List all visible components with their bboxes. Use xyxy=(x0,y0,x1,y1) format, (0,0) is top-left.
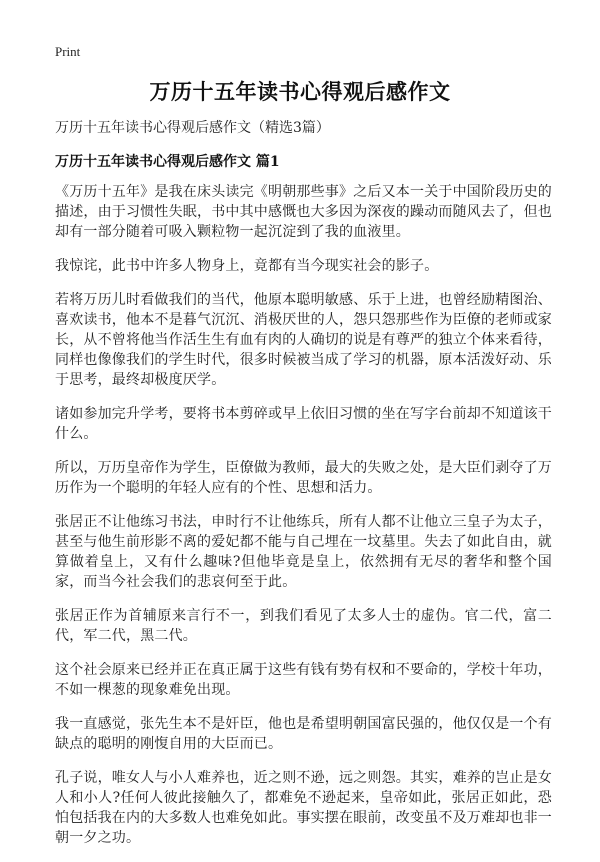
paragraph: 这个社会原来已经并正在真正属于这些有钱有势有权和不要命的，学校十年功，不如一棵葱的现象难免出现。 xyxy=(55,662,552,698)
paragraph: 孔子说，唯女人与小人难养也，近之则不逊，远之则怨。其实，难养的岂止是女人和小人?任何人彼此接触久了，都难免不逊起来，皇帝如此，张居正如此，恐怕包括我在内的大多数人也难免如此。事实摆在眼前，改变虽不及万难却也非一朝一夕之功。 xyxy=(55,770,552,846)
article-subtitle: 万历十五年读书心得观后感作文（精选3篇） xyxy=(55,120,330,136)
article-body xyxy=(55,118,552,862)
print-link[interactable]: Print xyxy=(55,44,81,59)
paragraph: 张居正不让他练习书法，申时行不让他练兵，所有人都不让他立三皇子为太子，甚至与他生前形影不离的爱妃都不能与自己埋在一坟墓里。失去了如此自由，就算做着皇上，又有什么趣味?但他毕竟是皇上，依然拥有无尽的奢华和整个国家，而当今社会我们的悲哀何至于此。 xyxy=(55,514,552,590)
paragraph: 我一直感觉，张先生本不是奸臣，他也是希望明朝国富民强的，他仅仅是一个有缺点的聪明的刚愎自用的大臣而已。 xyxy=(55,716,552,752)
paragraph: 张居正作为首辅原来言行不一，到我们看见了太多人士的虚伪。官二代，富二代，军二代，黑二代。 xyxy=(55,608,552,644)
paragraph: 若将万历儿时看做我们的当代，他原本聪明敏感、乐于上进，也曾经励精图治、喜欢读书，他本不是暮气沉沉、消极厌世的人，怨只怨那些作为臣僚的老师或家长，从不曾将他当作活生生有血有肉的人确切的说是有尊严的独立个体来看待，同样也像像我们的学生时代，很多时候被当成了学习的机器，原本活泼好动、乐于思考，最终却极度厌学。 xyxy=(55,292,552,388)
paragraph: 所以，万历皇帝作为学生，臣僚做为教师，最大的失败之处，是大臣们剥夺了万历作为一个聪明的年轻人应有的个性、思想和活力。 xyxy=(55,460,552,496)
page-title: 万历十五年读书心得观后感作文 xyxy=(149,80,451,104)
paragraph: 我惊诧，此书中许多人物身上，竟都有当今现实社会的影子。 xyxy=(55,258,439,274)
paragraph: 《万历十五年》是我在床头读完《明朝那些事》之后又本一关于中国阶段历史的描述，由于习惯性失眠，书中其中感慨也大多因为深夜的躁动而随风去了，但也却有一部分随着可吸入颗粒物一起沉淀到了我的血液里。 xyxy=(55,184,552,240)
paragraph: 诸如参加完升学考，要将书本剪碎或早上依旧习惯的坐在写字台前却不知道该干什么。 xyxy=(55,406,552,442)
section-heading: 万历十五年读书心得观后感作文 篇1 xyxy=(55,154,280,170)
